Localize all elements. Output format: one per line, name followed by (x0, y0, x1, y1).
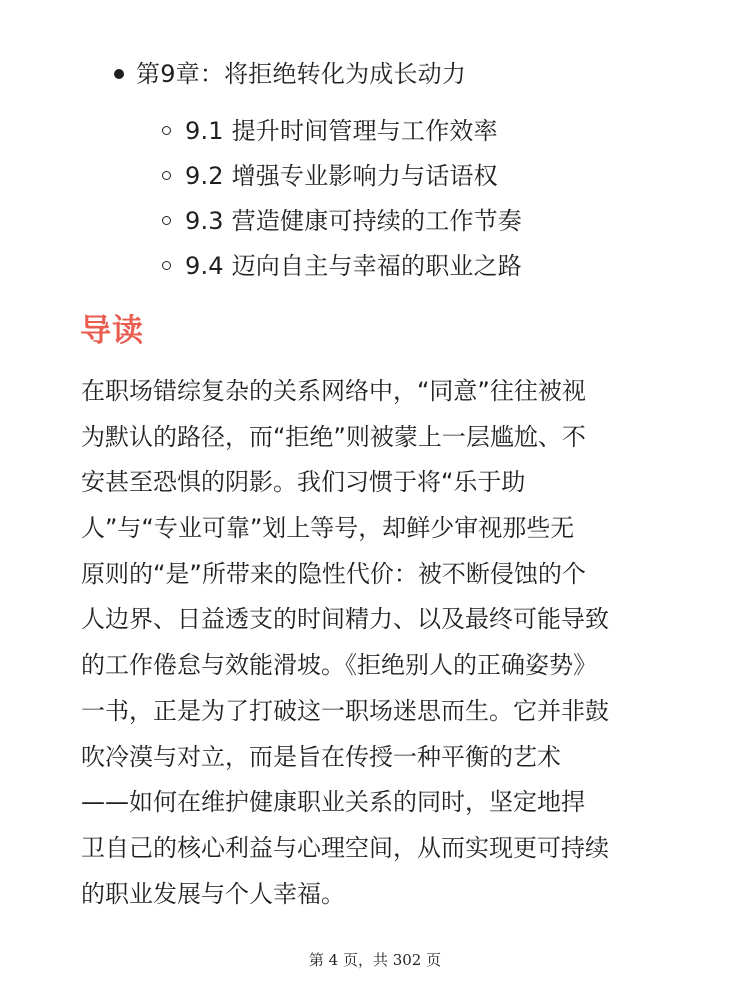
chapter-title: 第9章：将拒绝转化为成长动力 (136, 60, 467, 88)
paragraph-line: 吹冷漠与对立，而是旨在传授一种平衡的艺术 (81, 742, 561, 771)
paragraph-line: 安甚至恐惧的阴影。我们习惯于将“乐于助 (81, 468, 526, 497)
bullet-disc-icon (114, 69, 124, 79)
paragraph-line: 的职业发展与个人幸福。 (81, 879, 345, 908)
section-item (162, 243, 522, 288)
section-title: 9.3 营造健康可持续的工作节奏 (185, 206, 522, 235)
section-title: 9.2 增强专业影响力与话语权 (185, 161, 498, 190)
bullet-circle-icon (162, 126, 171, 135)
paragraph-line: 一书，正是为了打破这一职场迷思而生。它并非鼓 (81, 696, 609, 725)
section-title: 9.4 迈向自主与幸福的职业之路 (185, 251, 522, 280)
paragraph-line: ——如何在维护健康职业关系的同时，坚定地捍 (81, 788, 585, 817)
section-item (162, 198, 522, 243)
intro-paragraph (81, 369, 676, 917)
section-heading: 导读 (80, 313, 144, 349)
paragraph-line: 为默认的路径，而“拒绝”则被蒙上一层尴尬、不 (81, 422, 586, 451)
paragraph-line: 的工作倦怠与效能滑坡。《拒绝别人的正确姿势》 (81, 651, 597, 680)
paragraph-line: 原则的“是”所带来的隐性代价：被不断侵蚀的个 (81, 559, 586, 588)
paragraph-line: 在职场错综复杂的关系网络中，“同意”往往被视 (81, 377, 586, 405)
section-list (162, 108, 522, 288)
paragraph-line: 人边界、日益透支的时间精力、以及最终可能导致 (81, 605, 609, 634)
paragraph-line: 人”与“专业可靠”划上等号，却鲜少审视那些无 (81, 514, 575, 543)
section-item (162, 108, 522, 153)
chapter-item (114, 57, 466, 91)
page-number-footer: 第 4 页，共 302 页 (308, 951, 442, 969)
paragraph-line: 卫自己的核心利益与心理空间，从而实现更可持续 (81, 833, 609, 862)
bullet-circle-icon (162, 216, 171, 225)
section-item (162, 153, 522, 198)
bullet-circle-icon (162, 171, 171, 180)
section-title: 9.1 提升时间管理与工作效率 (185, 116, 498, 145)
bullet-circle-icon (162, 261, 171, 270)
